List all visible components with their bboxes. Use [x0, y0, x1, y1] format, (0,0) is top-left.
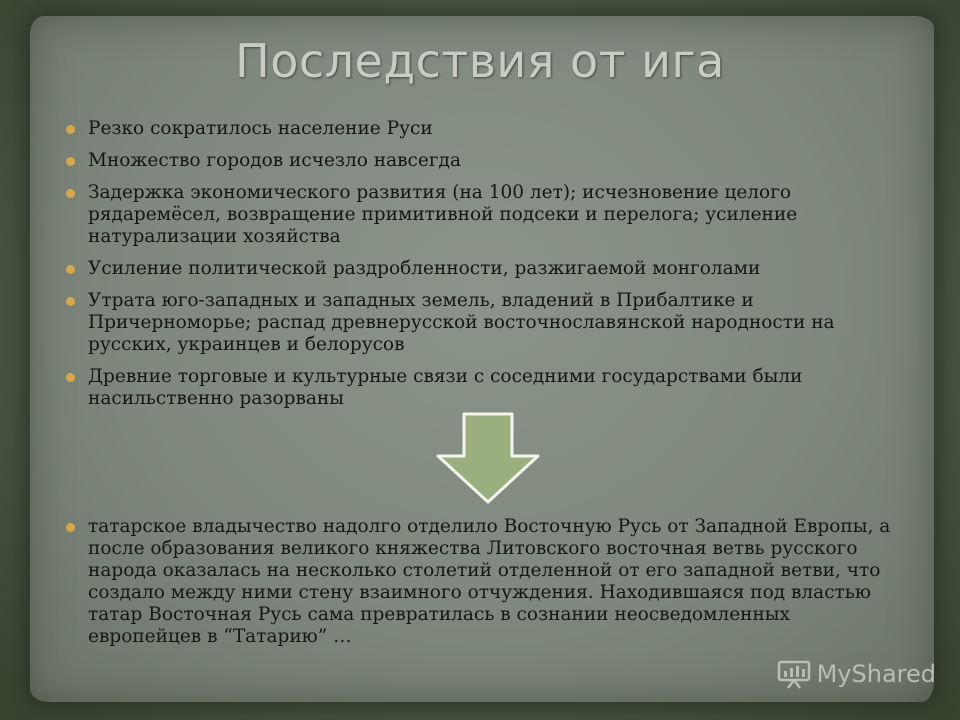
bullet-icon	[66, 189, 75, 198]
bullet-icon	[66, 157, 75, 166]
list-item	[66, 516, 906, 648]
slide-title: Последствия от ига	[235, 34, 725, 88]
list-item	[66, 366, 906, 410]
list-item-text: Древние торговые и культурные связи с соседними государствами были насильственно разорваны	[88, 366, 803, 409]
list-item-text: Утрата юго-западных и западных земель, владений в Прибалтике и Причерноморье; распад древнерусской восточнославянской народности на русских, украинцев и белорусов	[88, 290, 835, 355]
list-item	[66, 118, 906, 140]
list-item	[66, 258, 906, 280]
bullet-icon	[66, 125, 75, 134]
list-item	[66, 290, 906, 356]
conclusion-text: татарское владычество надолго отделило Восточную Русь от Западной Европы, а после образования великого княжества Литовского восточная ветвь русского народа оказалась на несколько столетий отделенной от его западной ветви, что создало между ними стену взаимного отчуждения. Находившаяся под властью татар Восточная Русь сама превратилась в сознании неосведомленных европейцев в “Татарию” …	[88, 516, 891, 647]
list-item-text: Задержка экономического развития (на 100 лет); исчезновение целого рядаремёсел, возвращение примитивной подсеки и перелога; усиление натурализации хозяйства	[88, 182, 798, 247]
list-item-text: Резко сократилось население Руси	[88, 118, 433, 139]
list-item-text: Усиление политической раздробленности, разжигаемой монголами	[88, 258, 761, 279]
bullet-icon	[66, 373, 75, 382]
bullet-list	[66, 118, 906, 420]
down-arrow-icon	[436, 412, 540, 504]
presentation-board-icon	[777, 659, 811, 689]
list-item	[66, 182, 906, 248]
watermark-text: MyShared	[816, 660, 936, 688]
watermark	[777, 658, 936, 690]
bullet-icon	[66, 523, 75, 532]
conclusion-list	[66, 516, 906, 658]
bullet-icon	[66, 297, 75, 306]
list-item	[66, 150, 906, 172]
list-item-text: Множество городов исчезло навсегда	[88, 150, 461, 171]
bullet-icon	[66, 265, 75, 274]
